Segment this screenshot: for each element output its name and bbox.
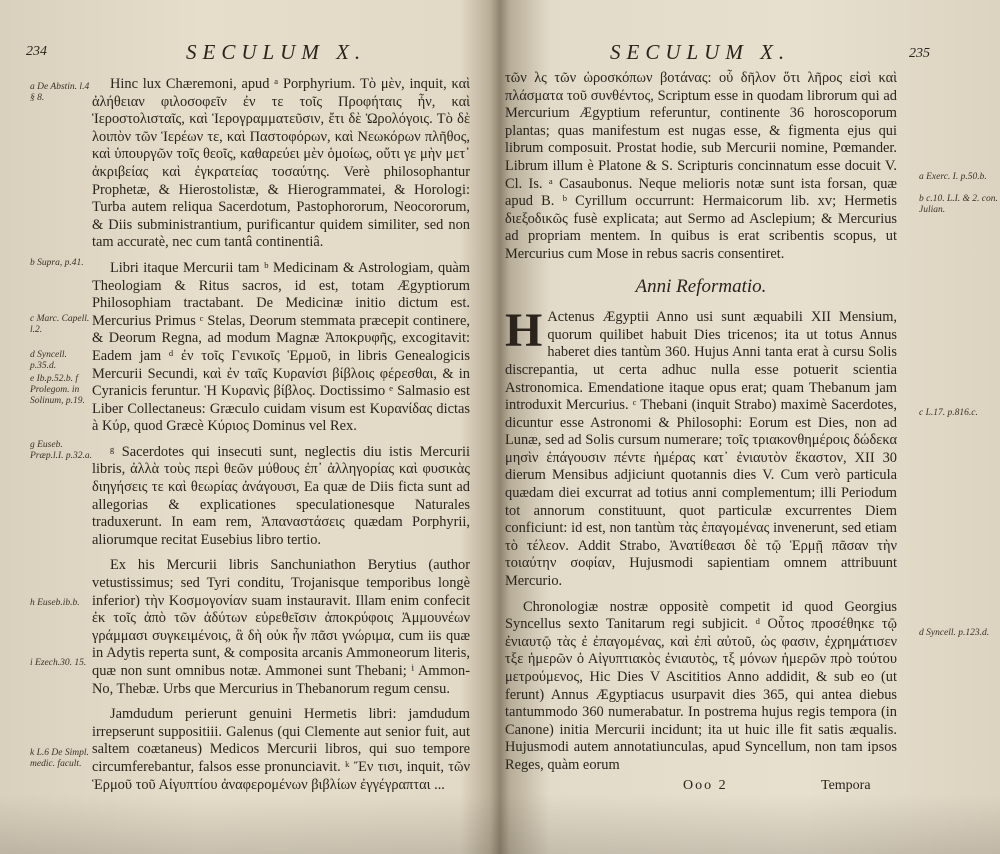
catchword: Tempora bbox=[821, 778, 871, 793]
running-head: SECULUM X. bbox=[186, 40, 367, 64]
margin-note: b c.10. L.I. & 2. con. Julian. bbox=[919, 194, 998, 215]
paragraph-text: Actenus Ægyptii Anno usi sunt æquabili XII Mensium, quorum quilibet habuit Dies tricenos; ita ut totus Annus haberet dies tantùm 360. Hujus Anni tanta erat à cursu Solis discrepantia, ut certa adhuc nulla esse potuerit scientia Astronomica. Emendatione itaque opus erat; quam Thebanum jam introduxit Mercurius. ᶜ Thebani (inquit Strabo) maximè Sacerdotes, dicuntur esse Astronomi & Philosophi: Eorum est Dies, non ad Lunæ, sed ad Solis cursum numerare; τοῖς τριακονθημέροις δώδεκα μησὶν ἐπάγουσιν πέντε ἡμέρας κατ᾽ ἐνιαυτὸν ἕκαστον, XII 30 dierum Mensibus adjiciunt quotannis dies V. Cum verò particula quædam diei excurrat ad totius anni complementum; illi Periodum tot annorum constituunt, quot particulæ excurrentes Diem conficiunt: id est, non tantùm τὰς ἐπαγομένας invenerunt, sed etiam τὸ τέλεον. Addit Strabo, Ἀνατίθεασι δὲ τῷ Ἑρμῇ πᾶσαν τὴν τοιαύτην σοφίαν, Hujusmodi sapientiam omnem attribuunt Mercurio. bbox=[505, 309, 897, 590]
margin-note: b Supra, p.41. bbox=[30, 258, 84, 268]
margin-note: d Syncell. p.35.d. bbox=[30, 350, 67, 371]
paragraph: Hinc lux Chæremoni, apud ᵃ Porphyrium. Τὸ μὲν, inquit, καὶ ἀλήθειαν φιλοσοφεῖν ἐν τε τοῖς Προφήταις ἦν, καὶ Ἱεροστολισταῖς, καὶ Ἱερογραμματεῦσιν, ἔτι δὲ Ὡρολόγοις. Τὸ δὲ λοιπὸν τῶν Ἱερέων τε, καὶ Παστοφόρων, καὶ Νεωκόρων πλῆθος, καὶ ὑπουργῶν τοῖς θεοῖς, καθαρεύει μὲν ὁμοίως, οὔτι γε μὴν μετ᾽ ἀκριβείας καὶ ἐγκρατείας τοσαύτης. Verè philosophantur Prophetæ, & Hierostolistæ, & Hierogrammatei, & Horologi: Turba autem reliqua Sacerdotum, Pastophororum, Neocororum, & Diis subministrantium, purificantur quidem similiter, sed non tam accuratè, nec cum tantâ continentiâ. bbox=[92, 76, 470, 251]
page-number: 235 bbox=[909, 46, 930, 61]
left-page bbox=[0, 0, 488, 854]
paragraph: Jamdudum perierunt genuini Hermetis libri: jamdudum irrepserunt suppositiii. Galenus (qui Clemente aut senior fuit, aut saltem coætaneus) Medicos Mercurii libros, qui suo tempore circumferebantur, falsos esse pronunciavit. ᵏ Ἔν τισι, inquit, τῶν Ἑρμοῦ τοῦ Αἰγυπτίου ἀναφερομένων βιβλίων ἐγγέγραπται ... bbox=[92, 706, 470, 793]
margin-note: k L.6 De Simpl. medic. facult. bbox=[30, 748, 89, 769]
paragraph: Ex his Mercurii libris Sanchuniathon Berytius (author vetustissimus; sed Tyri conditu, Trojanisque temporibus longè inferior) τὴν Κοσμογονίαν suam instauravit. Illam enim confecit ἐκ τοῖς ἀπὸ τῶν ἀδύτων εὑρεθεῖσιν ἀποκρύφοις Ἀμμουνέων γράμμασι συγκειμένοις, ἃ δὴ οὐκ ἦν πᾶσι γνώριμα, cum iis quæ in Adytis reperta sunt, & composita arcanis Ammoneorum literis, quæ non sunt omnibus notæ. Ammonei sunt Thebani; ⁱ Ammon-No, Thebæ. Urbs que Mercurius in Thebanorum regum censu. bbox=[92, 557, 470, 697]
margin-note: d Syncell. p.123.d. bbox=[919, 628, 990, 638]
drop-cap: H bbox=[505, 304, 543, 358]
margin-note: c Marc. Capell. l.2. bbox=[30, 314, 90, 335]
section-title: Anni Reformatio. bbox=[635, 275, 767, 297]
margin-note: h Euseb.ib.b. bbox=[30, 598, 80, 608]
right-page bbox=[505, 0, 1000, 854]
margin-note: a De Abstin. l.4 § 8. bbox=[30, 82, 90, 103]
paragraph: Chronologiæ nostræ oppositè competit id quod Georgius Syncellus sexto Tanitarum regi subjicit. ᵈ Οὗτος προσέθηκε τῷ ἐνιαυτῷ τὰς ἐ ἐπαγομένας, καὶ ἐπὶ αὐτοῦ, ὡς φασιν, ἐχρημάτισεν τξε ἡμερῶν ὁ Αἰγυπτιακὸς ἐνιαυτὸς, τξ μόνων ἡμερῶν πρὸ τούτου μετρούμενος, Hic Dies V Ascititios Anno addidit, & sub eo (ut ferunt) Annus Ægyptiacus usurpavit dies 365, qui antea diebus tantummodo 360 numerabatur. In postrema hujus regis tempora (in Canone) initia Mercurii incidunt; ita ut huic ille fit satis æqualis. Hujusmodi autem annotatiunculas, apud Syncellum, non tam ipsos Reges, quàm eorum bbox=[505, 598, 897, 773]
paragraph: τῶν λς τῶν ὡροσκόπων βοτάνας: οὗ δῆλον ὅτι λῆρος εἰσὶ καὶ πλάσματα τοῦ συνθέντος, Scriptum esse in quodam librorum qui ad Mercurium Ægyptium referuntur, continente 36 horoscoporum plantas; quas manifestum est nugas esse, & figmenta ejus qui librum composuit. Prostat hodie, sub Mercurii nomine, Pœmander. Librum illum è Platone & S. Scripturis concinnatum esse docuit V. Cl. Is. ᵃ Casaubonus. Neque melioris notæ sunt ista forsan, quæ apud B. ᵇ Cyrillum occurrunt: Hermaicorum lib. xv; Hermetis διεξοδικῶς fusè explicata; aut Sermo ad Asclepium; & Mercurius ad propriam mentem. In quibus is erat scribentis scopus, ut Mercurius cum Mose in rebus sacris consentiret. bbox=[505, 70, 897, 262]
margin-note: e Ib.p.52.b. f Prolegom. in Solinum, p.19. bbox=[30, 374, 85, 406]
paragraph: Libri itaque Mercurii tam ᵇ Medicinam & Astrologiam, quàm Theologiam & Ritus sacros, id est, totam Ægyptiorum Philosophiam tractabant. De Medicinæ initio dictum est. Mercurius Primus ᶜ Stelas, Deorum stemmata præcepit continere, & Deorum Regna, ad modum Magnæ Ἀποκρυφῆς, excogitavit: Eadem jam ᵈ ἐν τοῖς Γενικοῖς Ἑρμοῦ, in libris Genealogicis Mercurii Secundi, καὶ ἐν ταῖς Κυρανίσι βίβλοις φέρεσθαι, & in Cyranicis feruntur. Ἡ Κυρανὶς βίβλος. Doctissimo ᵉ Salmasio est Liber Collectaneus: Græculo cuidam visum est Κυρανίδας dictas à Κύρ, quod Græcè Κύριος Dominus vel Rex. bbox=[92, 259, 470, 435]
paragraph bbox=[505, 304, 897, 591]
body-text bbox=[505, 70, 897, 783]
margin-note: c L.17. p.816.c. bbox=[919, 408, 978, 418]
margin-note: a Exerc. I. p.50.b. bbox=[919, 172, 987, 182]
margin-note: g Euseb. Præp.l.I. p.32.a. bbox=[30, 440, 93, 461]
body-text bbox=[92, 76, 470, 802]
margin-note: i Ezech.30. 15. bbox=[30, 658, 87, 668]
page-number: 234 bbox=[26, 44, 47, 59]
paragraph: ᵍ Sacerdotes qui insecuti sunt, neglectis diu istis Mercurii libris, ἀλλὰ τοὺς περὶ θεῶν μύθους ἐπ᾽ ἀλληγορίας καὶ φυσικὰς διηγήσεις τε καὶ θεωρίας ἀνάγουσι, Ea quæ de Diis ficta sunt ad allegorias & explicationes speculationesque Naturales traduxerunt. In eam rem, Ἀπαναστάσεις quædam Porphyrii, aliorumque recitat Eusebius libro tertio. bbox=[92, 443, 470, 548]
signature-mark: Ooo 2 bbox=[683, 778, 728, 793]
running-head: SECULUM X. bbox=[610, 40, 791, 64]
